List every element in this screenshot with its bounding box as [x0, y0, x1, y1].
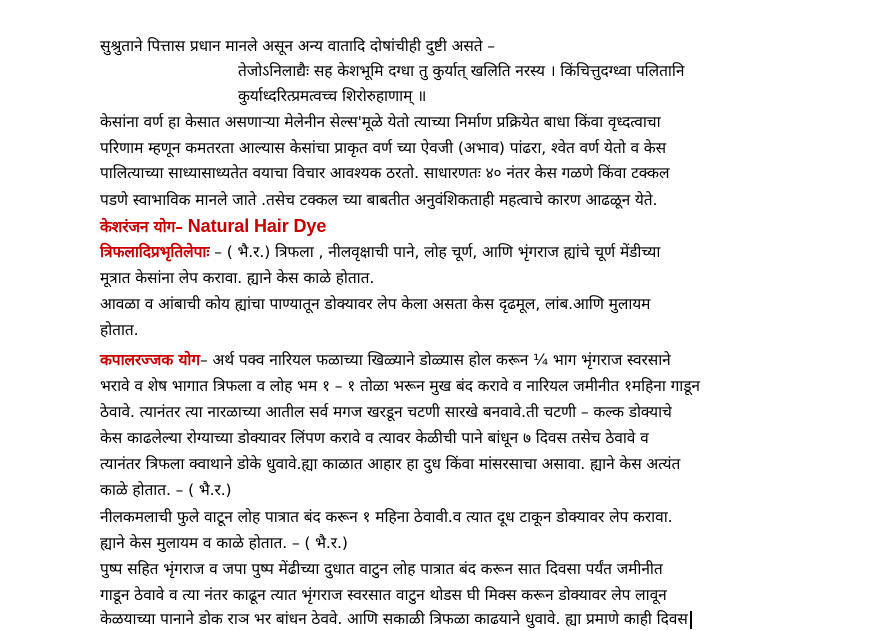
- text-line-19: नीलकमलाची फुले वाटून लोह पात्रात बंद करून १ महिना ठेवावी.व त्यात दूध टाकून डोक्यावर लेप करावा.: [100, 508, 673, 526]
- text-line-7: पडणे स्वाभाविक मानले जाते .तसेच टक्कल च्या बाबतीत अनुवंशिकताही महत्वाचे कारण आढळून येते.: [100, 191, 658, 209]
- text-line-15: ठेवावे. त्यानंतर त्या नारळाच्या आतील सर्व मगज खरडून चटणी सारखे बनवावे.ती चटणी – कल्क डोक्याचे: [100, 403, 672, 421]
- text-line-16: केस काढलेल्या रोग्याच्या डोक्यावर लिंपण करावे व त्यावर केळीची पाने बांधून ७ दिवस तसेच ठेवावे व: [100, 429, 649, 447]
- section-heading-hair-dye: [100, 214, 326, 239]
- text-cursor: [690, 611, 692, 629]
- text-line-18: काळे होतात. – ( भै.र.): [100, 481, 232, 499]
- text-line-21: पुष्प सहित भृंगराज व जपा पुष्प मेंढीच्या दुधात वाटुन लोह पात्रात बंद करून सात दिवसा पर्यंत जमीनीत: [100, 560, 663, 578]
- sanskrit-verse-line-2: कुर्याध्दरित्प्रमत्वच्च शिरोरुहाणाम् ॥: [238, 87, 427, 105]
- text-line-4: केसांना वर्ण हा केसात असणाऱ्या मेलेनीन सेल्स'मूळे येतो त्याच्या निर्माण प्रक्रियेत बाधा किंवा वृध्दत्वाचा: [100, 113, 661, 131]
- recipe-text: – अर्थ पक्व नारियल फळाच्या खिळ्याने डोळ्यास होल करून ¼ भाग भृंगराज स्वरसाने: [199, 351, 671, 369]
- section-heading-marathi: केशरंजन योग–: [100, 218, 183, 236]
- recipe-name-triphaladi: त्रिफलादिप्रभृतिलेपाः: [100, 243, 210, 261]
- text-line-17: त्यानंतर त्रिफला क्वाथाने डोके धुवावे.ह्या काळात आहार हा दुध किंवा मांसरसाचा असावा. ह्याने केस अत्यंत: [100, 455, 681, 473]
- text-line-13: [100, 348, 671, 372]
- text-line-11: आवळा व आंबाची कोय ह्यांचा पाण्यातून डोक्यावर लेप केला असता केस दृढमूल, लांब.आणि मुलायम: [100, 295, 651, 313]
- text-line-6: पालित्याच्या साध्यासाध्यतेत वयाचा विचार आवश्यक ठरतो. साधारणतः ४० नंतर केस गळणे किंवा टक्कल: [100, 164, 670, 182]
- text-line-22: गाडून ठेवावे व त्या नंतर काढून त्यात भृंगराज स्वरसात वाटुन थोडस घी मिक्स करून डोक्यावर लेप लावून: [100, 586, 667, 604]
- recipe-name-kapalaranjak: कपालरज्जक योग: [100, 351, 200, 369]
- text-line-1: सुश्रुताने पित्तास प्रधान मानले असून अन्य वातादि दोषांचीही दुष्टी असते –: [100, 37, 495, 55]
- text-line-9: [100, 240, 660, 264]
- last-line-text: केळयाच्या पानाने डोक राञ भर बांधन ठेववे. आणि सकाळी त्रिफळा काढयाने धुवावे. ह्या प्रमाणे काही दिवस: [100, 610, 688, 628]
- sanskrit-verse-line-1: तेजोऽनिलाद्यैः सह केशभूमि दग्धा तु कुर्यात् खलिति नरस्य । किंचित्तुदग्ध्वा पलितानि: [238, 62, 685, 80]
- text-line-12: होतात.: [100, 321, 139, 339]
- section-heading-english: Natural Hair Dye: [182, 216, 327, 236]
- recipe-text: – ( भै.र.) त्रिफला , नीलवृक्षाची पाने, लोह चूर्ण, आणि भृंगराज ह्यांचे चूर्ण मेंडीच्या: [209, 243, 661, 261]
- text-line-10: मूत्रात केसांना लेप करावा. ह्याने केस काळे होतात.: [100, 269, 375, 287]
- text-line-14: भरावे व शेष भागात त्रिफला व लोह भम १ – १ तोळा भरून मुख बंद करावे व नारियल जमीनीत १महिना गाडून: [100, 377, 700, 395]
- text-line-23: [100, 607, 692, 631]
- text-line-5: परिणाम म्हणून कमतरता आल्यास केसांचा प्राकृत वर्ण च्या ऐवजी (अभाव) पांढरा, श्वेत वर्ण येतो व केस: [100, 139, 666, 157]
- text-line-20: ह्याने केस मुलायम व काळे होतात. – ( भै.र.): [100, 534, 348, 552]
